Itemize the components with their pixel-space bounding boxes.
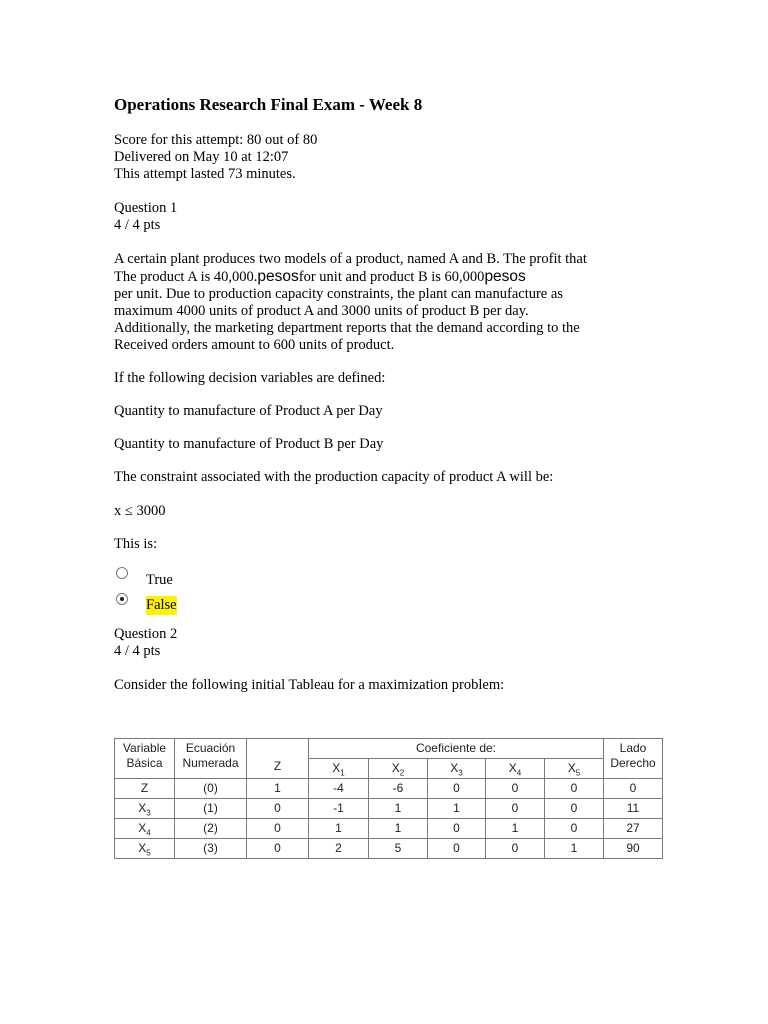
- question-2-label: Question 2: [114, 626, 178, 642]
- cell: -6: [369, 779, 428, 799]
- option-false[interactable]: [114, 592, 674, 617]
- cell: 0: [247, 839, 309, 859]
- header-variable-basica: Variable Básica: [115, 739, 175, 779]
- radio-false-selected[interactable]: [116, 593, 128, 605]
- q1-variable-a: Quantity to manufacture of Product A per Day: [114, 403, 383, 419]
- row-eq: (0): [175, 779, 247, 799]
- cell: 90: [604, 839, 663, 859]
- cell: 0: [428, 779, 486, 799]
- option-false-label: False: [146, 597, 177, 613]
- cell: 1: [545, 839, 604, 859]
- attempt-summary: [114, 132, 674, 183]
- q1-line-1: A certain plant produces two models of a product, named A and B. The profit that: [114, 251, 587, 267]
- cell: 1: [369, 799, 428, 819]
- table-row: [115, 819, 663, 839]
- header-x3: $X_3$: [428, 759, 486, 779]
- cell: 1: [309, 819, 369, 839]
- q1-line-3: per unit. Due to production capacity constraints, the plant can manufacture as: [114, 286, 563, 302]
- cell: 11: [604, 799, 663, 819]
- table-row: [115, 839, 663, 859]
- cell: 1: [428, 799, 486, 819]
- q1-line-4: maximum 4000 units of product A and 3000 units of product B per day.: [114, 303, 529, 319]
- cell: 0: [545, 819, 604, 839]
- question-2-header: [114, 626, 674, 660]
- question-2-points: 4 / 4 pts: [114, 643, 161, 659]
- cell: 0: [604, 779, 663, 799]
- q1-answer-options: [114, 567, 674, 617]
- cell: -4: [309, 779, 369, 799]
- header-lado-derecho: Lado Derecho: [604, 739, 663, 779]
- cell: 0: [428, 839, 486, 859]
- cell: -1: [309, 799, 369, 819]
- row-var: $X_4$: [115, 819, 175, 839]
- row-var: $X_3$: [115, 799, 175, 819]
- q1-decision-intro: If the following decision variables are defined:: [114, 370, 386, 386]
- cell: 0: [486, 779, 545, 799]
- duration-text: This attempt lasted 73 minutes.: [114, 166, 296, 182]
- cell: 2: [309, 839, 369, 859]
- exam-page: [114, 94, 674, 694]
- cell: 0: [545, 799, 604, 819]
- header-x5: $X_5$: [545, 759, 604, 779]
- cell: 0: [428, 819, 486, 839]
- q1-this-is: This is:: [114, 536, 158, 552]
- question-2-prompt: Consider the following initial Tableau for a maximization problem:: [114, 677, 505, 693]
- header-x4: $X_4$: [486, 759, 545, 779]
- cell: 5: [369, 839, 428, 859]
- row-eq: (1): [175, 799, 247, 819]
- question-1-points: 4 / 4 pts: [114, 217, 161, 233]
- tableau-header-row-1: [115, 739, 663, 759]
- cell: 0: [247, 819, 309, 839]
- row-var: Z: [115, 779, 175, 799]
- cell: 0: [486, 839, 545, 859]
- score-text: Score for this attempt: 80 out of 80: [114, 132, 318, 148]
- question-1-label: Question 1: [114, 200, 178, 216]
- option-true[interactable]: [114, 567, 674, 592]
- table-row: [115, 799, 663, 819]
- header-ecuacion-numerada: Ecuación Numerada: [175, 739, 247, 779]
- header-coeficiente: Coeficiente de:: [309, 739, 604, 759]
- row-eq: (2): [175, 819, 247, 839]
- q1-line-2: The product A is 40,000.pesosfor unit and product B is 60,000pesos: [114, 268, 526, 285]
- radio-true[interactable]: [116, 567, 128, 579]
- q1-constraint: x ≤ 3000: [114, 503, 166, 519]
- q1-line-6: Received orders amount to 600 units of product.: [114, 337, 395, 353]
- option-true-label: True: [146, 572, 173, 588]
- cell: 0: [247, 799, 309, 819]
- q1-constraint-prompt: The constraint associated with the production capacity of product A will be:: [114, 469, 554, 485]
- header-spacer-z: [247, 739, 309, 759]
- row-var: $X_5$: [115, 839, 175, 859]
- delivered-text: Delivered on May 10 at 12:07: [114, 149, 289, 165]
- cell: 1: [486, 819, 545, 839]
- cell: 1: [369, 819, 428, 839]
- simplex-tableau: [114, 738, 663, 859]
- cell: 27: [604, 819, 663, 839]
- header-x2: $X_2$: [369, 759, 428, 779]
- header-z: Z: [247, 759, 309, 779]
- cell: 0: [545, 779, 604, 799]
- page-title: Operations Research Final Exam - Week 8: [114, 95, 423, 114]
- cell: 1: [247, 779, 309, 799]
- header-x1: $X_1$: [309, 759, 369, 779]
- q1-variable-b: Quantity to manufacture of Product B per Day: [114, 436, 384, 452]
- cell: 0: [486, 799, 545, 819]
- q1-line-5: Additionally, the marketing department reports that the demand according to the: [114, 320, 580, 336]
- question-1-header: [114, 200, 674, 234]
- row-eq: (3): [175, 839, 247, 859]
- table-row: [115, 779, 663, 799]
- question-1-paragraph: [114, 251, 674, 354]
